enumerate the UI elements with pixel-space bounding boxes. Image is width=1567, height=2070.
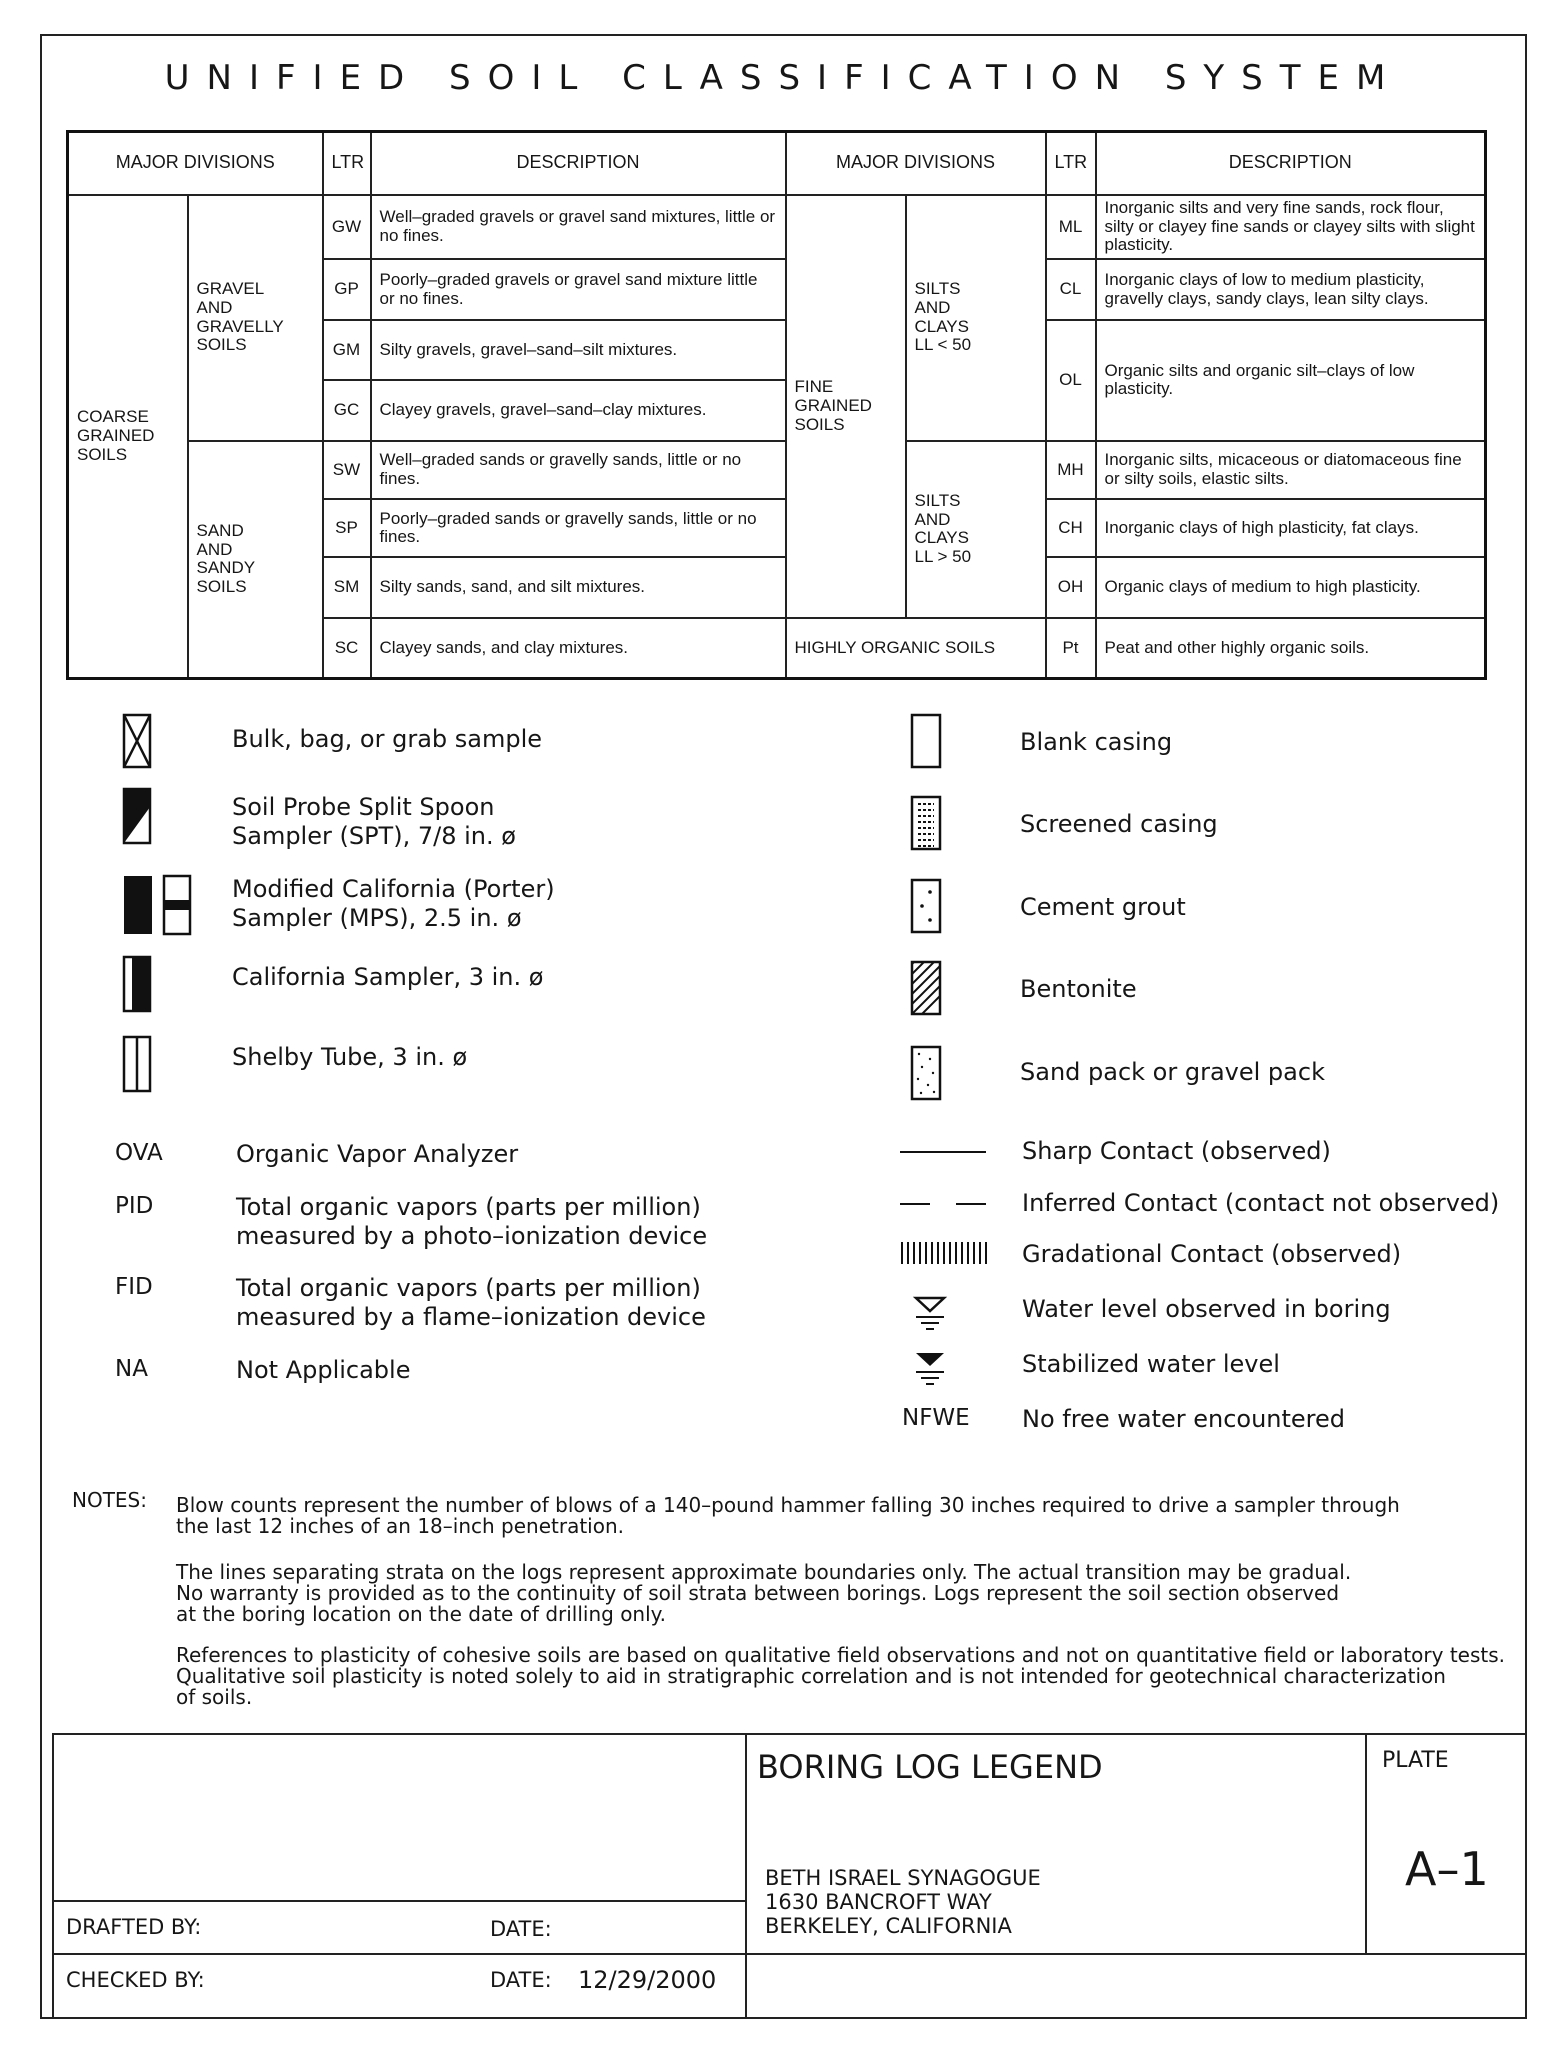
contact-label: Stabilized water level [1022, 1350, 1280, 1378]
contact-label: Gradational Contact (observed) [1022, 1240, 1402, 1268]
cement-grout-icon [910, 878, 942, 934]
soil-description: Inorganic clays of high plasticity, fat clays. [1096, 499, 1486, 557]
coarse-grained-soils-line: SOILS [77, 444, 128, 464]
highly-organic-soils: HIGHLY ORGANIC SOILS [786, 618, 1046, 679]
contact-label: No free water encountered [1022, 1405, 1346, 1433]
legend-label-line: Sampler (SPT), 7/8 in. ø [232, 821, 516, 850]
soil-ltr: Pt [1046, 618, 1096, 679]
abbreviation-definition [236, 1274, 706, 1332]
note-line: References to plasticity of cohesive soils are based on qualitative field observations and not on quantitative field or laboratory tests. [176, 1643, 1506, 1667]
uscs-row [68, 195, 1486, 260]
legend-label: Bentonite [1020, 975, 1137, 1003]
uscs-table [66, 130, 1487, 680]
soil-ltr: GP [323, 259, 371, 319]
legend-label-line: Shelby Tube, 3 in. ø [232, 1043, 468, 1071]
gravel-soils [188, 195, 323, 441]
uscs-header-row [68, 132, 1486, 195]
gravel-soils-line: SOILS [196, 335, 247, 355]
silts-clays-low-line: AND [914, 297, 951, 317]
silts-clays-high-line: AND [914, 509, 951, 529]
blank-casing-icon [910, 713, 942, 769]
silts-clays-high [906, 441, 1046, 618]
project-line: BERKELEY, CALIFORNIA [765, 1914, 1012, 1939]
sand-soils-line: AND [196, 539, 233, 559]
abbreviation: FID [115, 1274, 153, 1300]
soil-description: Inorganic clays of low to medium plasticity, gravelly clays, sandy clays, lean silty clays. [1096, 259, 1486, 319]
sheet-title: BORING LOG LEGEND [757, 1748, 1103, 1786]
abbreviation-definition [236, 1193, 707, 1251]
sand-soils-line: SOILS [196, 577, 247, 597]
gradational-contact-line-icon [900, 1242, 990, 1266]
sharp-contact-line-icon [900, 1149, 986, 1155]
coarse-grained-soils-line: GRAINED [77, 425, 155, 445]
checked-date-value: 12/29/2000 [578, 1966, 717, 1994]
abbreviation: OVA [115, 1140, 163, 1166]
soil-description: Organic silts and organic silt–clays of low plasticity. [1096, 320, 1486, 441]
legend-label-line: Bulk, bag, or grab sample [232, 725, 543, 753]
abbreviation-definition-line: Total organic vapors (parts per million) [236, 1193, 701, 1221]
legend-label [232, 1043, 467, 1072]
soil-ltr: CL [1046, 259, 1096, 319]
silts-clays-high-line: CLAYS [914, 528, 969, 548]
note-line: The lines separating strata on the logs represent approximate boundaries only. The actual transition may be gradual. [176, 1560, 1352, 1584]
modified-california-icon [122, 874, 194, 936]
page-title: UNIFIED SOIL CLASSIFICATION SYSTEM [164, 58, 1403, 98]
project-line: 1630 BANCROFT WAY [765, 1890, 992, 1915]
soil-ltr: SC [323, 618, 371, 679]
fine-grained-soils [786, 195, 906, 618]
abbreviation-definition-line: Total organic vapors (parts per million) [236, 1274, 701, 1302]
sand-soils [188, 441, 323, 679]
drafted-by-label: DRAFTED BY: [66, 1915, 202, 1939]
silts-clays-low-line: CLAYS [914, 316, 969, 336]
soil-description: Inorganic silts, micaceous or diatomaceous fine or silty soils, elastic silts. [1096, 441, 1486, 499]
sand-pack-icon [910, 1045, 942, 1101]
screened-casing-icon [910, 795, 942, 851]
fine-grained-soils-line: FINE [794, 377, 834, 397]
abbreviation-definition [236, 1356, 410, 1385]
fine-grained-soils-line: SOILS [794, 414, 845, 434]
silts-clays-low-line: LL < 50 [914, 335, 972, 355]
legend-label: Cement grout [1020, 893, 1186, 921]
note-line: No warranty is provided as to the continuity of soil strata between borings. Logs represent the soil section observed [176, 1581, 1340, 1605]
gravel-soils-line: GRAVELLY [196, 316, 284, 336]
plate-number: A–1 [1405, 1842, 1489, 1896]
coarse-grained-soils [68, 195, 188, 679]
stabilized-water-level-icon [912, 1350, 948, 1390]
soil-description: Poorly–graded sands or gravelly sands, little or no fines. [371, 499, 786, 557]
soil-description: Organic clays of medium to high plasticity. [1096, 557, 1486, 617]
legend-label: Screened casing [1020, 810, 1218, 838]
gravel-soils-line: GRAVEL [196, 279, 265, 299]
abbreviation-definition-line: measured by a flame–ionization device [236, 1302, 706, 1331]
ltr-header: LTR [323, 132, 371, 195]
abbreviation-definition [236, 1140, 518, 1169]
coarse-grained-soils-line: COARSE [77, 407, 149, 427]
silts-clays-high-line: LL > 50 [914, 547, 972, 566]
project-line: BETH ISRAEL SYNAGOGUE [765, 1866, 1041, 1890]
soil-description: Well–graded sands or gravelly sands, little or no fines. [371, 441, 786, 499]
checked-date-label: DATE: [490, 1968, 552, 1992]
legend-label [232, 725, 542, 754]
soil-ltr: OH [1046, 557, 1096, 617]
silts-clays-high-line: SILTS [914, 490, 961, 510]
soil-ltr: SM [323, 557, 371, 617]
silts-clays-low [906, 195, 1046, 441]
plate-label: PLATE [1382, 1748, 1449, 1773]
description-header: DESCRIPTION [371, 132, 786, 195]
abbreviation-definition-line: Organic Vapor Analyzer [236, 1140, 519, 1168]
water-level-observed-icon [912, 1295, 948, 1335]
note-paragraph [176, 1645, 1505, 1708]
legend-label-line: Modified California (Porter) [232, 875, 555, 903]
soil-description: Inorganic silts and very fine sands, rock flour, silty or clayey fine sands or clayey silts with slight plasticity. [1096, 195, 1486, 260]
drafted-date-label: DATE: [490, 1917, 552, 1941]
ltr-header-right: LTR [1046, 132, 1096, 195]
silts-clays-low-line: SILTS [914, 279, 961, 299]
abbreviation: NA [115, 1356, 148, 1382]
legend-label-line: Sampler (MPS), 2.5 in. ø [232, 903, 522, 932]
split-spoon-icon [122, 787, 152, 845]
contact-label: Water level observed in boring [1022, 1295, 1391, 1323]
soil-ltr: SW [323, 441, 371, 499]
soil-ltr: GM [323, 320, 371, 380]
shelby-tube-icon [122, 1035, 152, 1093]
note-paragraph [176, 1562, 1351, 1625]
major-divisions-header-right: MAJOR DIVISIONS [786, 132, 1046, 195]
abbreviation: NFWE [902, 1405, 970, 1431]
major-divisions-header: MAJOR DIVISIONS [68, 132, 323, 195]
bulk-sample-icon [122, 713, 152, 769]
soil-ltr: SP [323, 499, 371, 557]
soil-description: Clayey gravels, gravel–sand–clay mixtures. [371, 380, 786, 440]
legend-label: Blank casing [1020, 728, 1173, 756]
note-line: the last 12 inches of an 18–inch penetration. [176, 1514, 625, 1538]
soil-ltr: GC [323, 380, 371, 440]
sand-soils-line: SANDY [196, 558, 256, 578]
notes-label: NOTES: [72, 1488, 147, 1512]
gravel-soils-line: AND [196, 297, 233, 317]
soil-ltr: CH [1046, 499, 1096, 557]
legend-label-line: Soil Probe Split Spoon [232, 793, 495, 821]
soil-description: Peat and other highly organic soils. [1096, 618, 1486, 679]
soil-ltr: ML [1046, 195, 1096, 260]
checked-by-label: CHECKED BY: [66, 1968, 205, 1992]
legend-label [232, 793, 516, 851]
note-line: at the boring location on the date of drilling only. [176, 1602, 667, 1626]
note-line: of soils. [176, 1685, 253, 1709]
description-header-right: DESCRIPTION [1096, 132, 1486, 195]
bentonite-icon [910, 960, 942, 1016]
fine-grained-soils-line: GRAINED [794, 395, 872, 415]
legend-label [232, 875, 555, 933]
contact-label: Inferred Contact (contact not observed) [1022, 1189, 1500, 1217]
uscs-row [68, 441, 1486, 499]
california-sampler-icon [122, 955, 152, 1013]
sand-soils-line: SAND [196, 520, 244, 540]
abbreviation-definition-line: measured by a photo–ionization device [236, 1221, 708, 1250]
contact-label: Sharp Contact (observed) [1022, 1137, 1331, 1165]
abbreviation-definition-line: Not Applicable [236, 1356, 411, 1384]
legend-label-line: California Sampler, 3 in. ø [232, 963, 544, 991]
note-paragraph [176, 1495, 1400, 1537]
soil-description: Poorly–graded gravels or gravel sand mixture little or no fines. [371, 259, 786, 319]
note-line: Blow counts represent the number of blows of a 140–pound hammer falling 30 inches required to drive a sampler through [176, 1493, 1400, 1517]
project-address [765, 1866, 1041, 1938]
legend-label [232, 963, 543, 992]
soil-description: Silty sands, sand, and silt mixtures. [371, 557, 786, 617]
soil-description: Clayey sands, and clay mixtures. [371, 618, 786, 679]
note-line: Qualitative soil plasticity is noted solely to aid in stratigraphic correlation and is not intended for geotechnical characterization [176, 1664, 1446, 1688]
soil-description: Well–graded gravels or gravel sand mixtures, little or no fines. [371, 195, 786, 260]
soil-description: Silty gravels, gravel–sand–silt mixtures. [371, 320, 786, 380]
soil-ltr: OL [1046, 320, 1096, 441]
inferred-contact-line-icon [900, 1201, 986, 1207]
legend-label: Sand pack or gravel pack [1020, 1058, 1325, 1086]
abbreviation: PID [115, 1193, 154, 1219]
soil-ltr: GW [323, 195, 371, 260]
soil-ltr: MH [1046, 441, 1096, 499]
